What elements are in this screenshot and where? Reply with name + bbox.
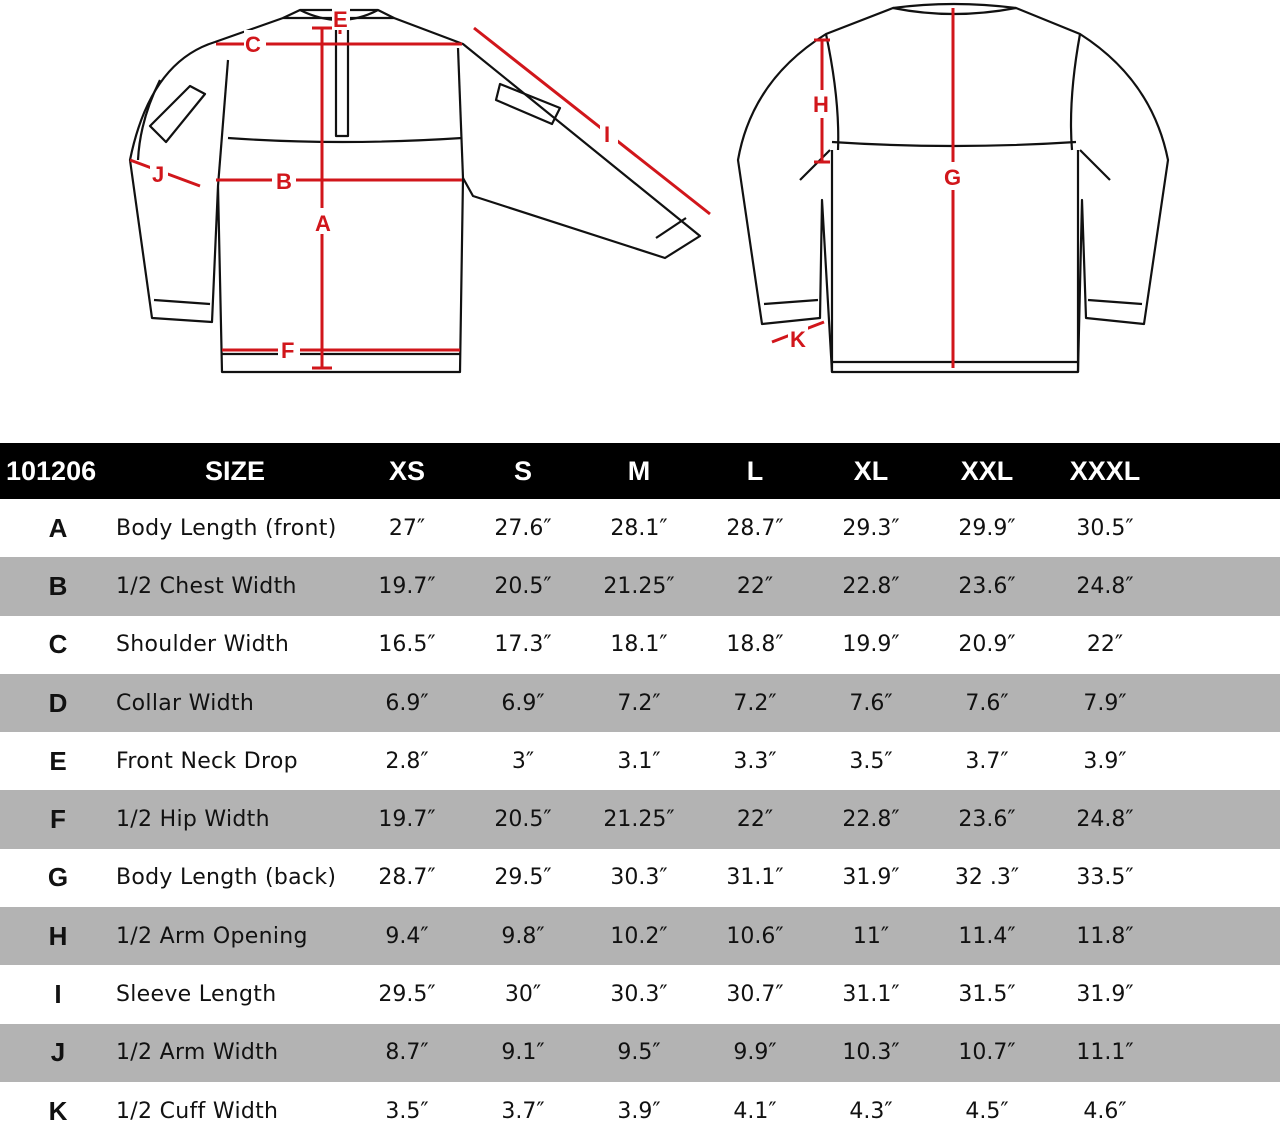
measure-letter: F xyxy=(50,804,66,835)
measure-value: 20.5″ xyxy=(494,807,552,833)
measure-value: 31.9″ xyxy=(842,865,900,891)
measure-value: 3.5″ xyxy=(385,1098,429,1124)
measure-value: 3.5″ xyxy=(849,748,893,774)
measure-value: 11″ xyxy=(852,923,890,949)
measure-value: 9.5″ xyxy=(617,1040,661,1066)
measure-name: 1/2 Chest Width xyxy=(116,573,297,599)
measure-value: 31.5″ xyxy=(958,982,1016,1008)
label-c: C xyxy=(245,32,261,57)
size-m: M xyxy=(627,455,651,486)
measure-letter: B xyxy=(48,570,68,601)
measure-value: 11.8″ xyxy=(1076,923,1134,949)
measure-name: 1/2 Hip Width xyxy=(116,807,270,833)
measure-value: 24.8″ xyxy=(1076,573,1134,599)
measure-value: 24.8″ xyxy=(1076,807,1134,833)
table-row xyxy=(0,849,1280,907)
table-row xyxy=(0,616,1280,674)
measure-value: 3.7″ xyxy=(501,1098,545,1124)
measure-value: 33.5″ xyxy=(1076,865,1134,891)
table-row xyxy=(0,965,1280,1023)
measure-value: 30.7″ xyxy=(726,982,784,1008)
size-heading: SIZE xyxy=(204,455,265,486)
measure-value: 3.7″ xyxy=(965,748,1009,774)
measure-name: 1/2 Cuff Width xyxy=(116,1098,279,1124)
measure-value: 11.1″ xyxy=(1076,1040,1134,1066)
measure-value: 21.25″ xyxy=(603,573,675,599)
measure-letter: I xyxy=(54,979,62,1010)
measure-value: 30.3″ xyxy=(610,865,668,891)
measure-letter: K xyxy=(48,1095,68,1126)
measure-value: 10.6″ xyxy=(726,923,784,949)
size-xxl: XXL xyxy=(960,455,1014,486)
measure-value: 19.9″ xyxy=(842,632,900,658)
measure-value: 2.8″ xyxy=(385,748,429,774)
measure-name: Front Neck Drop xyxy=(116,748,298,774)
measure-value: 8.7″ xyxy=(385,1040,429,1066)
measure-value: 29.5″ xyxy=(378,982,436,1008)
table-row xyxy=(0,674,1280,732)
table-body xyxy=(0,499,1280,1140)
measure-value: 22″ xyxy=(1086,632,1124,658)
table-row xyxy=(0,732,1280,790)
measure-value: 10.2″ xyxy=(610,923,668,949)
measure-value: 6.9″ xyxy=(385,690,429,716)
measure-value: 4.1″ xyxy=(733,1098,777,1124)
measure-name: Body Length (front) xyxy=(116,515,337,541)
label-h: H xyxy=(813,92,829,117)
measure-value: 10.3″ xyxy=(842,1040,900,1066)
measure-value: 17.3″ xyxy=(494,632,552,658)
measure-value: 7.6″ xyxy=(965,690,1009,716)
measure-value: 7.2″ xyxy=(617,690,661,716)
measure-value: 22″ xyxy=(736,573,774,599)
garment-measurement-diagram xyxy=(0,0,1280,440)
measure-name: Shoulder Width xyxy=(116,632,290,658)
measure-value: 29.9″ xyxy=(958,515,1016,541)
back-measurement-labels xyxy=(788,90,966,352)
measure-value: 11.4″ xyxy=(958,923,1016,949)
measure-value: 22.8″ xyxy=(842,807,900,833)
measure-value: 27″ xyxy=(388,515,426,541)
measure-value: 20.9″ xyxy=(958,632,1016,658)
size-l: L xyxy=(746,455,764,486)
measure-letter: G xyxy=(47,862,69,893)
measure-name: Collar Width xyxy=(116,690,255,716)
measure-value: 3″ xyxy=(511,748,535,774)
measure-value: 10.7″ xyxy=(958,1040,1016,1066)
measure-value: 22.8″ xyxy=(842,573,900,599)
shirt-front-drawing xyxy=(130,10,700,372)
measure-value: 29.5″ xyxy=(494,865,552,891)
measure-name: Sleeve Length xyxy=(116,982,277,1008)
measure-value: 28.1″ xyxy=(610,515,668,541)
measure-value: 6.9″ xyxy=(501,690,545,716)
product-code: 101206 xyxy=(6,455,97,486)
measure-letter: H xyxy=(48,920,68,951)
measure-value: 30.3″ xyxy=(610,982,668,1008)
measure-value: 3.9″ xyxy=(617,1098,661,1124)
measure-value: 23.6″ xyxy=(958,807,1016,833)
table-row xyxy=(0,790,1280,848)
measure-value: 9.1″ xyxy=(501,1040,545,1066)
table-row xyxy=(0,907,1280,965)
measure-value: 30.5″ xyxy=(1076,515,1134,541)
table-row xyxy=(0,1024,1280,1082)
size-xxxl: XXXL xyxy=(1069,455,1141,486)
measure-letter: E xyxy=(49,745,67,776)
measure-value: 9.9″ xyxy=(733,1040,777,1066)
size-chart-table xyxy=(0,443,1280,1140)
measure-letter: J xyxy=(50,1037,66,1068)
measure-name: Body Length (back) xyxy=(116,865,337,891)
label-b: B xyxy=(276,169,292,194)
table-row xyxy=(0,557,1280,615)
back-measurement-lines xyxy=(772,8,953,368)
measure-name: 1/2 Arm Opening xyxy=(116,923,308,949)
label-j: J xyxy=(152,162,165,187)
measure-value: 3.9″ xyxy=(1083,748,1127,774)
measure-value: 31.1″ xyxy=(842,982,900,1008)
measure-value: 18.8″ xyxy=(726,632,784,658)
measure-value: 4.5″ xyxy=(965,1098,1009,1124)
label-g: G xyxy=(944,165,962,190)
measure-value: 19.7″ xyxy=(378,807,436,833)
measure-value: 30″ xyxy=(504,982,542,1008)
measure-value: 19.7″ xyxy=(378,573,436,599)
measure-value: 9.4″ xyxy=(385,923,429,949)
measure-value: 4.3″ xyxy=(849,1098,893,1124)
measure-value: 7.6″ xyxy=(849,690,893,716)
measure-value: 32 .3″ xyxy=(954,865,1020,891)
measure-value: 18.1″ xyxy=(610,632,668,658)
measure-value: 16.5″ xyxy=(378,632,436,658)
label-i: I xyxy=(604,122,611,147)
measure-value: 20.5″ xyxy=(494,573,552,599)
size-s: S xyxy=(513,455,532,486)
measure-value: 3.1″ xyxy=(617,748,661,774)
measure-letter: C xyxy=(48,629,68,660)
measure-value: 29.3″ xyxy=(842,515,900,541)
measure-value: 27.6″ xyxy=(494,515,552,541)
measure-value: 28.7″ xyxy=(726,515,784,541)
measure-letter: D xyxy=(48,687,68,718)
size-xl: XL xyxy=(853,455,889,486)
measure-value: 31.9″ xyxy=(1076,982,1134,1008)
label-e: E xyxy=(333,7,348,32)
measure-name: 1/2 Arm Width xyxy=(116,1040,279,1066)
measure-value: 21.25″ xyxy=(603,807,675,833)
measure-value: 22″ xyxy=(736,807,774,833)
measure-value: 28.7″ xyxy=(378,865,436,891)
table-row xyxy=(0,1082,1280,1140)
label-k: K xyxy=(790,327,806,352)
label-f: F xyxy=(281,338,295,363)
measure-value: 7.9″ xyxy=(1083,690,1127,716)
measure-letter: A xyxy=(48,512,68,543)
measure-value: 7.2″ xyxy=(733,690,777,716)
measure-value: 23.6″ xyxy=(958,573,1016,599)
measure-value: 3.3″ xyxy=(733,748,777,774)
measure-value: 31.1″ xyxy=(726,865,784,891)
table-header xyxy=(0,443,1280,499)
measure-value: 4.6″ xyxy=(1083,1098,1127,1124)
table-row xyxy=(0,499,1280,557)
size-xs: XS xyxy=(388,455,426,486)
measure-value: 9.8″ xyxy=(501,923,545,949)
label-a: A xyxy=(315,211,331,236)
